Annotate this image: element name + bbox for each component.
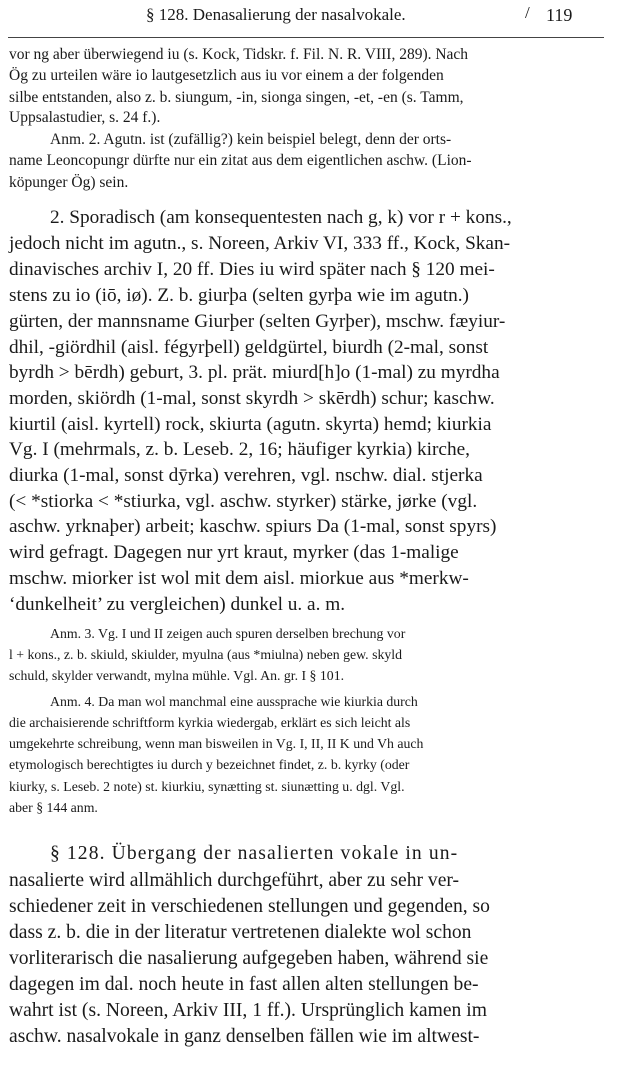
note-line: Anm. 2. Agutn. ist (zufällig?) kein beispiel belegt, denn der orts-: [50, 131, 452, 148]
note-line: köpunger Ög) sein.: [9, 174, 129, 191]
body-line: schiedener zeit in verschiedenen stellungen und gegenden, so: [9, 896, 490, 917]
note-line: aber § 144 anm.: [9, 800, 98, 815]
body-line: morden, skiördh (1-mal, sonst skyrdh > skērdh) schur; kaschw.: [9, 388, 495, 409]
note-line: Anm. 4. Da man wol manchmal eine aussprache wie kiurkia durch: [50, 694, 418, 709]
body-line: wird gefragt. Dagegen nur yrt kraut, myrker (das 1-malige: [9, 542, 459, 563]
body-line: dinavisches archiv I, 20 ff. Dies iu wird später nach § 120 mei-: [9, 259, 495, 280]
header-title: § 128. Denasalierung der nasalvokale.: [146, 5, 406, 24]
note-line: l + kons., z. b. skiuld, skiulder, myulna (aus *miulna) neben gew. skyld: [9, 647, 402, 662]
body-line: Vg. I (mehrmals, z. b. Leseb. 2, 16; häufiger kyrkia) kirche,: [9, 439, 470, 460]
body-line: 2. Sporadisch (am konsequentesten nach g, k) vor r + kons.,: [50, 207, 512, 228]
body-line: wahrt ist (s. Noreen, Arkiv III, 1 ff.). Ursprünglich kamen im: [9, 1000, 487, 1021]
section-heading-line: § 128. Übergang der nasalierten vokale in un-: [50, 843, 459, 864]
body-line: nasalierte wird allmählich durchgeführt, aber zu sehr ver-: [9, 870, 460, 891]
body-line: vorliterarisch die nasalierung aufgegeben haben, während sie: [9, 948, 489, 969]
body-line: diurka (1-mal, sonst dȳrka) verehren, vgl. nschw. dial. stjerka: [9, 465, 483, 486]
body-line: aschw. yrknaþer) arbeit; kaschw. spiurs Da (1-mal, sonst spyrs): [9, 516, 497, 537]
body-line: stens zu io (iō, iø). Z. b. giurþa (selten gyrþa wie im agutn.): [9, 285, 469, 306]
text-line: Ög zu urteilen wäre io lautgesetzlich aus iu vor einem a der folgenden: [9, 67, 444, 84]
note-line: name Leoncopungr dürfte nur ein zitat aus dem eigentlichen aschw. (Lion-: [9, 152, 472, 169]
note-line: schuld, skylder verwandt, mylna mühle. Vgl. An. gr. I § 101.: [9, 668, 345, 683]
note-line: die archaisierende schriftform kyrkia wiedergab, erklärt es sich leicht als: [9, 715, 411, 730]
note-line: umgekehrte schreibung, wenn man bisweilen in Vg. I, II, II K und Vh auch: [9, 736, 424, 751]
body-line: aschw. nasalvokale in ganz denselben fällen wie im altwest-: [9, 1026, 480, 1047]
note-line: kiurky, s. Leseb. 2 note) st. kiurkiu, synætting st. siunætting u. dgl. Vgl.: [9, 779, 405, 794]
header-rule: [8, 37, 604, 38]
body-line: dass z. b. die in der literatur vertretenen dialekte wol schon: [9, 922, 472, 943]
text-line: Uppsalastudier, s. 24 f.).: [9, 109, 161, 126]
body-line: jedoch nicht im agutn., s. Noreen, Arkiv VI, 333 ff., Kock, Skan-: [9, 233, 511, 254]
note-line: etymologisch berechtigtes iu durch y bezeichnet findet, z. b. kyrky (oder: [9, 757, 410, 772]
body-line: kiurtil (aisl. kyrtell) rock, skiurta (agutn. skyrta) hemd; kiurkia: [9, 414, 492, 435]
body-line: ‘dunkelheit’ zu vergleichen) dunkel u. a. m.: [9, 594, 346, 615]
body-line: gürten, der mannsname Giurþer (selten Gyrþer), mschw. fæyiur-: [9, 311, 506, 332]
body-line: dhil, -giördhil (aisl. fégyrþell) geldgürtel, biurdh (2-mal, sonst: [9, 337, 489, 358]
text-line: silbe entstanden, also z. b. siungum, -in, sionga singen, -et, -en (s. Tamm,: [9, 89, 464, 106]
running-header: [0, 3, 621, 29]
page-number: 119: [546, 5, 573, 25]
note-line: Anm. 3. Vg. I und II zeigen auch spuren derselben brechung vor: [50, 626, 406, 641]
body-line: (< *stiorka < *stiurka, vgl. aschw. styrker) stärke, jørke (vgl.: [9, 491, 478, 512]
text-line: vor ng aber überwiegend iu (s. Kock, Tidskr. f. Fil. N. R. VIII, 289). Nach: [9, 46, 469, 63]
body-line: byrdh > bērdh) geburt, 3. pl. prät. miurd[h]o (1-mal) zu myrdha: [9, 362, 500, 383]
body-line: dagegen im dal. noch heute in fast allen alten stellungen be-: [9, 974, 479, 995]
body-line: mschw. miorker ist wol mit dem aisl. miorkue aus *merkw-: [9, 568, 469, 589]
pencil-mark: /: [525, 3, 530, 22]
